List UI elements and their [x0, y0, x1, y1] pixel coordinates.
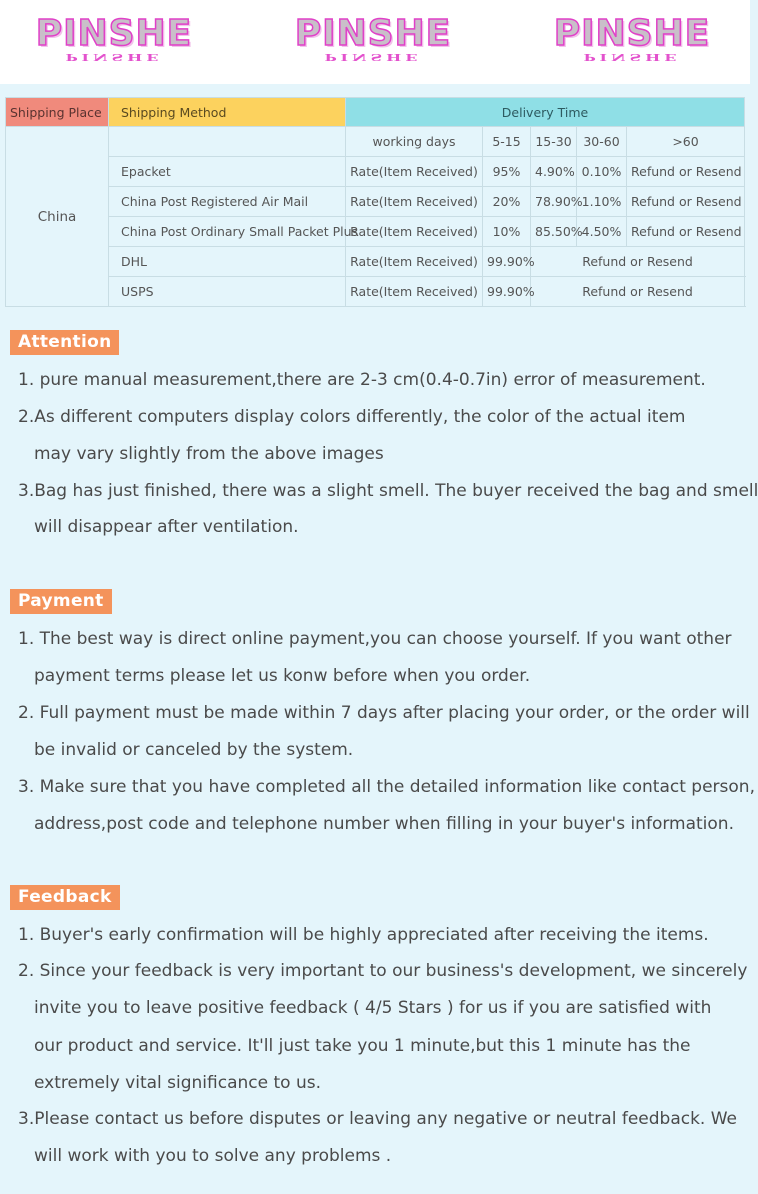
table-row: [6, 217, 745, 247]
brand-logo: [14, 14, 214, 74]
rate-value: 95%: [483, 157, 531, 187]
header-delivery-time: Delivery Time: [346, 98, 745, 127]
rate-value: 99.90%: [483, 277, 531, 307]
rate-value: 0.10%: [577, 157, 627, 187]
feedback-line: will work with you to solve any problems .: [34, 1146, 392, 1166]
range-label: 5-15: [483, 127, 531, 157]
feedback-line: 3.Please contact us before disputes or leaving any negative or neutral feedback. We: [18, 1109, 738, 1129]
feedback-line: invite you to leave positive feedback ( 4/5 Stars ) for us if you are satisfied with: [34, 998, 712, 1018]
rate-value: 78.90%: [531, 187, 577, 217]
payment-line: be invalid or canceled by the system.: [34, 740, 354, 760]
rate-value: Refund or Resend: [627, 157, 745, 187]
attention-heading: Attention: [10, 330, 119, 355]
brand-header: [0, 0, 750, 84]
feedback-heading: Feedback: [10, 885, 120, 910]
rate-value: Refund or Resend: [531, 277, 745, 307]
method-name: China Post Ordinary Small Packet Plus: [109, 217, 346, 247]
shipping-place-value: China: [6, 127, 109, 307]
shipping-table: [5, 97, 745, 307]
rate-value: 85.50%: [531, 217, 577, 247]
method-name: DHL: [109, 247, 346, 277]
feedback-line: our product and service. It'll just take you 1 minute,but this 1 minute has the: [34, 1036, 691, 1056]
rate-value: 10%: [483, 217, 531, 247]
method-name: China Post Registered Air Mail: [109, 187, 346, 217]
logo-mirror-text: PINSHE: [324, 52, 422, 63]
rate-label: Rate(Item Received): [346, 157, 483, 187]
rate-value: 20%: [483, 187, 531, 217]
rate-value: Refund or Resend: [531, 247, 745, 277]
rate-value: 4.90%: [531, 157, 577, 187]
header-shipping-place: Shipping Place: [6, 98, 109, 127]
payment-line: 1. The best way is direct online payment,you can choose yourself. If you want other: [18, 629, 732, 649]
range-label: >60: [627, 127, 745, 157]
table-row: [6, 247, 745, 277]
logo-text: PINSHE: [294, 13, 452, 54]
rate-value: 4.50%: [577, 217, 627, 247]
attention-line: will disappear after ventilation.: [34, 517, 299, 537]
attention-line: 1. pure manual measurement,there are 2-3 cm(0.4-0.7in) error of measurement.: [18, 370, 706, 390]
attention-line: 3.Bag has just finished, there was a slight smell. The buyer received the bag and smell: [18, 481, 758, 501]
payment-line: 3. Make sure that you have completed all the detailed information like contact person,: [18, 777, 755, 797]
range-label: 15-30: [531, 127, 577, 157]
feedback-line: 1. Buyer's early confirmation will be highly appreciated after receiving the items.: [18, 925, 709, 945]
table-row: [6, 277, 745, 307]
logo-mirror-text: PINSHE: [65, 52, 163, 63]
payment-line: address,post code and telephone number when filling in your buyer's information.: [34, 814, 734, 834]
rate-label: Rate(Item Received): [346, 247, 483, 277]
rate-label: Rate(Item Received): [346, 217, 483, 247]
header-shipping-method: Shipping Method: [109, 98, 346, 127]
payment-line: 2. Full payment must be made within 7 days after placing your order, or the order will: [18, 703, 750, 723]
feedback-line: 2. Since your feedback is very important to our business's development, we sincerely: [18, 961, 748, 981]
table-row: [6, 187, 745, 217]
attention-line: 2.As different computers display colors differently, the color of the actual item: [18, 407, 686, 427]
rate-value: Refund or Resend: [627, 217, 745, 247]
attention-line: may vary slightly from the above images: [34, 444, 384, 464]
table-subheader-row: [6, 127, 745, 157]
rate-value: 1.10%: [577, 187, 627, 217]
logo-mirror-text: PINSHE: [583, 52, 681, 63]
brand-logo: [273, 14, 473, 74]
logo-text: PINSHE: [553, 13, 711, 54]
brand-logo: [532, 14, 732, 74]
payment-line: payment terms please let us konw before when you order.: [34, 666, 531, 686]
logo-text: PINSHE: [35, 13, 193, 54]
rate-label: Rate(Item Received): [346, 187, 483, 217]
table-cell: [109, 127, 346, 157]
method-name: Epacket: [109, 157, 346, 187]
range-label: 30-60: [577, 127, 627, 157]
method-name: USPS: [109, 277, 346, 307]
rate-value: Refund or Resend: [627, 187, 745, 217]
working-days-label: working days: [346, 127, 483, 157]
rate-value: 99.90%: [483, 247, 531, 277]
rate-label: Rate(Item Received): [346, 277, 483, 307]
table-row: [6, 157, 745, 187]
payment-heading: Payment: [10, 589, 112, 614]
feedback-line: extremely vital significance to us.: [34, 1073, 321, 1093]
table-header-row: [6, 98, 745, 127]
